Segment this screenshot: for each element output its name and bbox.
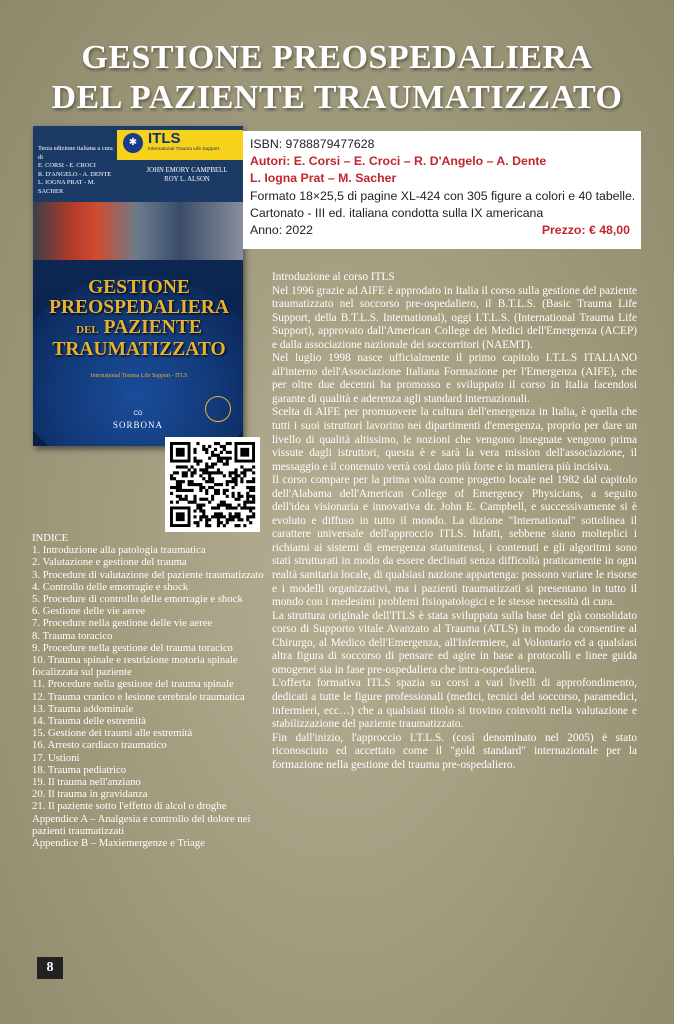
toc-list [32,544,264,849]
book-info-box [243,131,641,249]
table-of-contents [32,532,264,849]
toc-item: 18. Trauma pediatrico [32,763,127,776]
itls-logo-subtitle: International Trauma Life Support [148,147,220,152]
publisher-mark: CG [133,411,143,417]
year: Anno: 2022 [250,223,313,238]
page-title [0,38,674,118]
cover-title-line: TRAUMATIZZATO [52,339,226,360]
toc-item: 4. Controllo delle emorragie e shock [32,580,189,593]
body-paragraph: Il corso compare per la prima volta come progetto locale nel 1982 dal capitolo dell'Alabama dell'American College of Emergency Physicians, a seguito dell'idea visionaria e innovativa dr. John E. Campbell, e successivamente si è evoluto e diffuso in tutto il mondo. La dizione "International" sottolinea il carattere universale dell'approccio ITLS. Infatti, sebbene siano molteplici i richiami ai sistemi di emergenza statunitensi, i contenuti e gli algoritmi sono stati strutturati in modo da essere declinati senza difficoltà praticamente in ogni realtà sanitaria locale, di qualsiasi nazione appartenga: possono variare le risorse e i modelli organizzativi, ma i pazienti traumatizzati si presentano in tutto il mondo con i medesimi problemi fisiopatologici e le stesse necessità di cura. [272,474,637,609]
toc-item: 3. Procedure di valutazione del paziente traumatizzato [32,568,264,581]
body-paragraph: L'offerta formativa ITLS spazia su corsi a vari livelli di approfondimento, dedicati a tutte le figure professionali (medici, tecnici del soccorso, paramedici, infermieri, ecc…) che a qualsiasi titolo si trovino coinvolti nella valutazione e stabilizzazione del paziente traumatizzato. [272,677,637,731]
body-paragraph: La struttura originale dell'ITLS è stata sviluppata sulla base del già consolidato corso di Supporto vitale Avanzato al Trauma (ATLS) in modo da consentire al Chirurgo, al Medico dell'Emergenza, all'Infermiere, al Volontario ed a qualsiasi altra figura di soccorso di pensare ed agire in base a protocolli e linee guida omogenei sia in fase pre-ospedaliera che intra-ospedaliera. [272,609,637,676]
toc-item: 11. Procedure nella gestione del trauma spinale [32,678,234,691]
cover-title-line: DEL [76,324,99,336]
year-price-row [250,222,641,239]
toc-item: 15. Gestione dei traumi alle estremità [32,727,193,740]
toc-item: Appendice B – Maxiemergenze e Triage [32,837,205,850]
toc-item: 17. Ustioni [32,751,80,764]
toc-item: 12. Trauma cranico e lesione cerebrale traumatica [32,690,245,703]
cover-title-line: PREOSPEDALIERA [49,297,229,318]
toc-item: 14. Trauma delle estremità [32,715,146,728]
format-line-2: Cartonato - III ed. italiana condotta sulla IX americana [250,205,544,220]
cover-editors-line: L. IOGNA PRAT - M. SACHER [38,179,96,195]
publisher-name: SORBONA [112,420,163,430]
isbn: ISBN: 9788879477628 [250,137,375,151]
body-paragraph: Nel 1996 grazie ad AIFE è approdato in Italia il corso sulla gestione del paziente traumatizzato nel soccorso pre-ospedaliero, il B.T.L.S. (Basic Trauma Life Support, della B.T.L.S. International), oggi I.T.L.S. (International Trauma Life Support), approvato dall'American College dei Medici dell'Emergenza (ACEP) e dalla associazione nazionale dei soccorritori (NAEMT). [272,284,637,351]
cover-editors-line: R. D'ANGELO - A. DENTE [38,170,112,178]
itls-logo-text: ITLS [148,130,181,147]
toc-item: 19. Il trauma nell'anziano [32,776,141,789]
qr-code-graphic [165,437,260,532]
star-of-life-icon: ✱ [123,133,143,153]
toc-item: 16. Arresto cardiaco traumatico [32,739,167,752]
cover-title-line: GESTIONE [88,277,190,298]
body-text [272,271,637,772]
authors-line-1: Autori: E. Corsi – E. Croci – R. D'Angelo – A. Dente [250,154,547,169]
toc-heading: INDICE [32,532,69,544]
intro-heading: Introduzione al corso ITLS [272,271,395,283]
book-cover [33,126,243,446]
cover-editors-line: E. CORSI - E. CROCI [38,162,96,169]
seal-icon [205,396,231,422]
price: Prezzo: € 48,00 [541,223,630,238]
toc-item: 2. Valutazione e gestione del trauma [32,556,187,569]
cover-author: JOHN EMORY CAMPBELL [146,167,228,174]
cover-editors [38,145,113,196]
cover-title-line: PAZIENTE [103,317,202,338]
toc-item: 6. Gestione delle vie aeree [32,605,146,618]
cover-authors [137,166,237,184]
format-line-1: Formato 18×25,5 di pagine XL-424 con 305 figure a colori e 40 tabelle. [250,188,636,203]
toc-item: 1. Introduzione alla patologia traumatica [32,544,206,557]
toc-item: 20. Il trauma in gravidanza [32,788,148,801]
authors-line-2: L. Iogna Prat – M. Sacher [250,171,397,186]
toc-item: 7. Procedure nella gestione delle vie aeree [32,617,213,630]
body-paragraph: Nel luglio 1998 nasce ufficialmente il primo capitolo I.T.L.S ITALIANO all'interno dell'Associazione Italiana Formazione per l'Emergenza (AIFE), che per oltre due decenni ha promosso e sviluppato il corso in Italia facendosi garante di qualità e aderenza agli standard internazionali. [272,352,637,405]
page-number: 8 [37,957,63,979]
toc-item: 21. Il paziente sotto l'effetto di alcol o droghe [32,800,227,813]
title-line-2: DEL PAZIENTE TRAUMATIZZATO [51,79,623,116]
toc-item: 9. Procedure nella gestione del trauma toracico [32,641,233,654]
toc-item: 13. Trauma addominale [32,702,134,715]
cover-subtitle: International Trauma Life Support - ITLS [90,373,188,379]
cover-title [41,278,237,360]
toc-item: 5. Procedure di controllo delle emorragie e shock [32,593,243,606]
cover-photo-ambulances [33,202,243,260]
body-paragraph: Scelta di AIFE per promuovere la cultura dell'emergenza in Italia, è quella che tutti i suoi istruttori lavorino nei dipartimenti d'emergenza, proprio per dare un livello di qualità altissimo, le nozioni che vengono insegnate vengono prima vissute dagli istruttori, questa è e sarà la vera mission dell'associazione, il messaggio e il contenuto verrà così dato più forte e in maniera più incisiva. [272,406,637,473]
qr-code[interactable] [165,437,260,532]
body-paragraph: Fin dall'inizio, l'approccio I.T.L.S. (così denominato nel 2005) è stato riconosciuto ed accettato come il "gold standard" internazionale per la formazione nella gestione del trauma pre-ospedaliero. [272,731,637,771]
title-line-1: GESTIONE PREOSPEDALIERA [81,39,593,76]
toc-item: 8. Trauma toracico [32,629,113,642]
cover-editors-line: Terza edizione italiana a cura di [38,145,113,161]
cover-author: ROY L. ALSON [164,176,210,183]
toc-item: 10. Trauma spinale e restrizione motoria spinale focalizzata sul paziente [32,654,238,679]
toc-item: Appendice A – Analgesia e controllo del dolore nei pazienti traumatizzati [32,812,251,837]
